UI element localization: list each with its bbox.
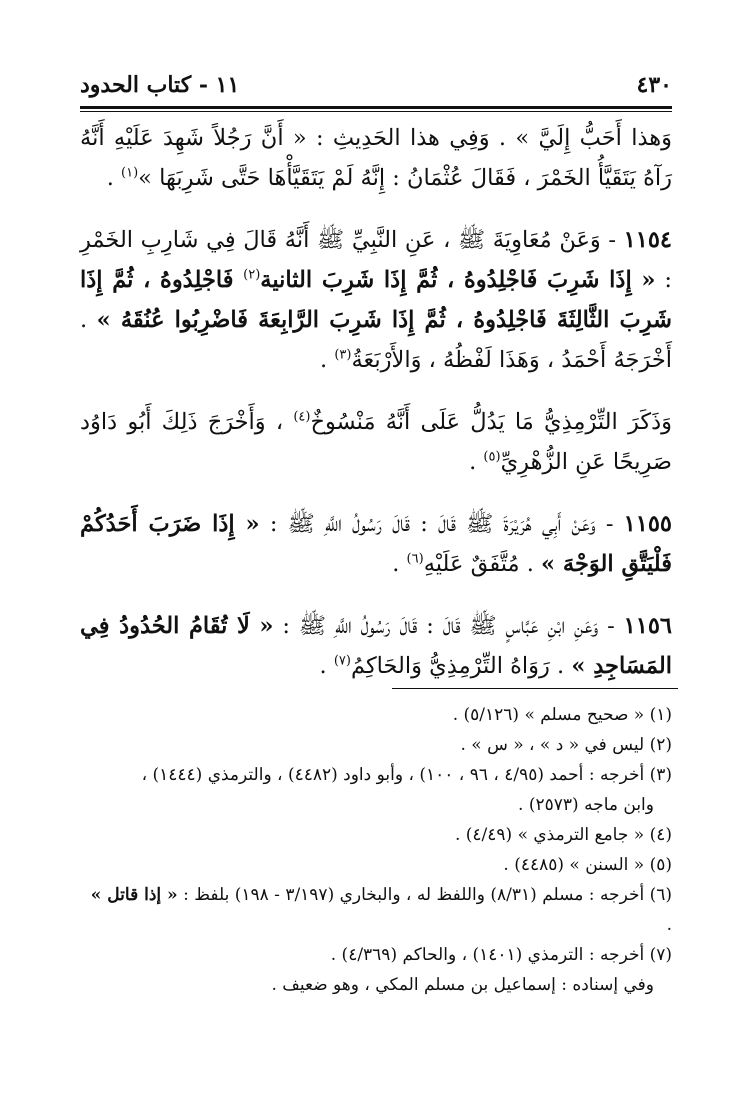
hadith-intro: - وَعَنِ ابْنِ عَبَّاسٍ ﷺ قَالَ : قَالَ رَسُولُ اللَّهِ ﷺ : [273, 613, 624, 639]
hadith-quote-cont: فَاجْلِدُوهُ ، ثُمَّ إِذَا شَرِبَ الثَّالِثَةَ فَاجْلِدُوهُ ، ثُمَّ إِذَا شَرِبَ الرَّابِعَةَ فَاضْرِبُوا عُنُقَهُ » [80, 267, 672, 333]
hadith-1155 [80, 504, 672, 584]
footnote-5: (٥) « السنن » (٤٤٨٥) . [503, 855, 672, 875]
punctuation: . [392, 551, 407, 577]
page-header [80, 68, 672, 102]
paragraph-text: وَذَكَرَ التِّرْمِذِيُّ مَا يَدُلُّ عَلَى أَنَّهُ مَنْسُوخٌ [310, 409, 672, 435]
hadith-quote: « لَا تُقَامُ الحُدُودُ فِي المَسَاجِدِ » [80, 613, 672, 679]
hadith-intro: - وَعَنْ مُعَاوِيَةَ ﷺ ، عَنِ النَّبِيِّ ﷺ أَنَّهُ قَالَ فِي شَارِبِ الخَمْرِ : [80, 227, 673, 293]
page-number: ٤٣٠ [636, 72, 672, 98]
punctuation: . [320, 347, 335, 373]
footnote-3: (٣) أخرجه : أحمد (٤/٩٥ ، ٩٦ ، ١٠٠) ، وأبو داود (٤٤٨٢) ، والترمذي (١٤٤٤) ، [141, 765, 672, 785]
tirmidhi-note [80, 402, 672, 482]
paragraph-continuation [80, 118, 672, 198]
footnote-6-quote: « إذا قاتل » [90, 885, 178, 905]
footnote-ref[interactable]: (٧) [333, 653, 351, 669]
hadith-source: . أَخْرَجَهُ أَحْمَدُ ، وَهَذَا لَفْظُهُ ، وَالأَرْبَعَةُ [80, 307, 672, 373]
punctuation: . [666, 915, 672, 935]
footnote-ref[interactable]: (٢) [243, 267, 261, 283]
hadith-number: ١١٥٥ [623, 511, 672, 537]
hadith-1156 [80, 606, 672, 686]
hadith-number: ١١٥٦ [623, 613, 672, 639]
footnote-1: (١) « صحيح مسلم » (٥/١٢٦) . [452, 705, 672, 725]
chapter-title: ١١ - كتاب الحدود [80, 72, 240, 98]
footnote-6-text: (٦) أخرجه : مسلم (٨/٣١) واللفظ له ، والبخاري (٣/١٩٧ - ١٩٨) بلفظ : [177, 885, 672, 905]
footnote-4: (٤) « جامع الترمذي » (٤/٤٩) . [454, 825, 672, 845]
punctuation: . [469, 449, 484, 475]
footnote-7-continuation: وفي إسناده : إسماعيل بن مسلم المكي ، وهو ضعيف . [271, 975, 654, 995]
hadith-intro: - وَعَنْ أَبِي هُرَيْرَةَ ﷺ قَالَ : قَالَ رَسُولُ اللَّهِ ﷺ : [259, 511, 624, 537]
footnote-ref[interactable]: (١) [121, 165, 139, 181]
footnote-ref[interactable]: (٦) [406, 551, 424, 567]
footnote-ref[interactable]: (٤) [293, 409, 311, 425]
footnote-6 [80, 880, 672, 940]
footnotes [80, 700, 672, 1000]
hadith-quote: « إِذَا ضَرَبَ أَحَدُكُمْ فَلْيَتَّقِ الوَجْهَ » [80, 511, 672, 577]
hadith-source: . مُتَّفَقٌ عَلَيْهِ [423, 551, 542, 577]
header-divider [80, 106, 672, 112]
footnote-2: (٢) ليس في « د » ، « س » . [460, 735, 672, 755]
hadith-number: ١١٥٤ [623, 227, 672, 253]
footnote-ref[interactable]: (٣) [334, 347, 352, 363]
footnote-ref[interactable]: (٥) [483, 449, 501, 465]
footnote-divider [392, 688, 678, 689]
hadith-1154 [80, 220, 672, 380]
paragraph-text: وَهذا أَحَبُّ إِلَيَّ » . وَفِي هذا الحَدِيثِ : « أَنَّ رَجُلاً شَهِدَ عَلَيْهِ أَنَّهُ رَآهُ يَتَقَيَّأُ الخَمْرَ ، فَقَالَ عُثْمَانُ : إِنَّهُ لَمْ يَتَقَيَّأْهَا حَتَّى شَرِبَهَا » [80, 125, 672, 191]
footnote-3-continuation: وابن ماجه (٢٥٧٣) . [518, 795, 654, 815]
hadith-source: . رَوَاهُ التِّرْمِذِيُّ وَالحَاكِمُ [350, 653, 572, 679]
punctuation: . [106, 165, 122, 191]
main-text [80, 118, 672, 708]
hadith-quote: « إِذَا شَرِبَ فَاجْلِدُوهُ ، ثُمَّ إِذَا شَرِبَ الثانية [260, 267, 656, 293]
footnote-7: (٧) أخرجه : الترمذي (١٤٠١) ، والحاكم (٤/٣٦٩) . [330, 945, 672, 965]
paragraph-text-cont: ، وَأَخْرَجَ ذَلِكَ أَبُو دَاوُد صَرِيحًا عَنِ الزُّهْرِيِّ [80, 409, 672, 475]
punctuation: . [319, 653, 334, 679]
